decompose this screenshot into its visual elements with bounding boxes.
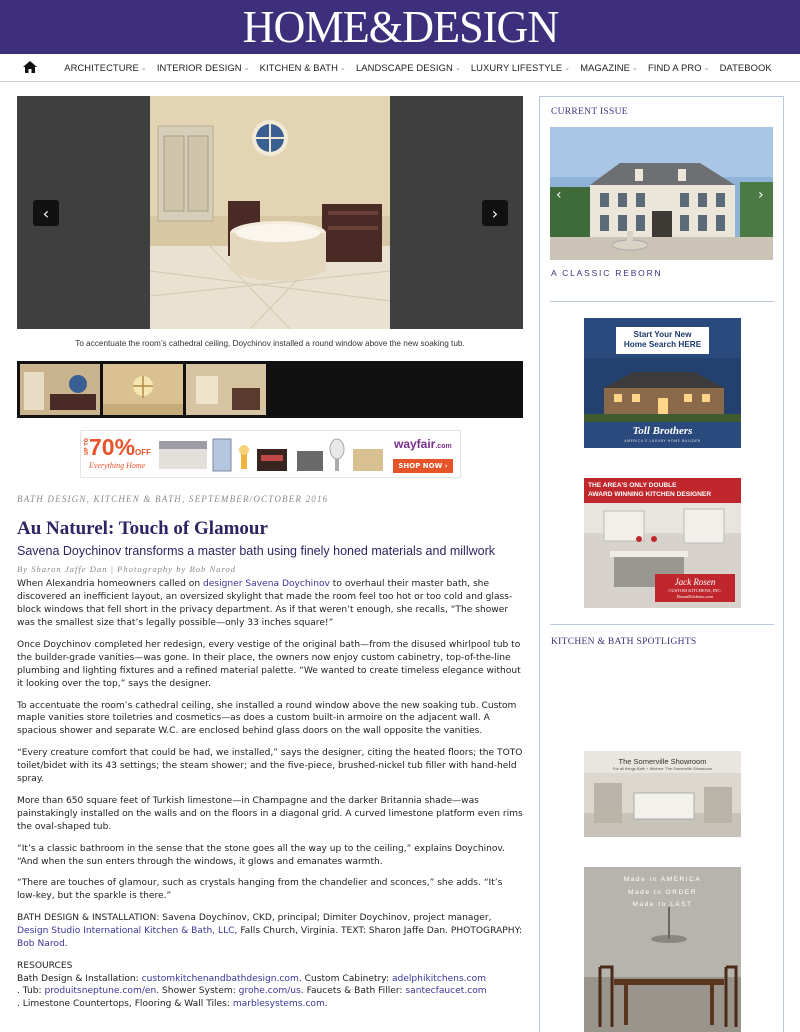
resource-link[interactable]: marblesystems.com bbox=[232, 999, 325, 1010]
nav-magazine[interactable]: MAGAZINE ⌄ bbox=[580, 62, 638, 73]
chevron-down-icon: ⌄ bbox=[454, 64, 461, 72]
masthead bbox=[0, 0, 800, 54]
chevron-right-icon[interactable]: › bbox=[758, 187, 764, 203]
somerville-showroom-ad[interactable]: The Somerville Showroom For all things Bath + Kitchen: The Somerville Showroom bbox=[584, 751, 741, 837]
article-column bbox=[17, 96, 523, 1011]
chevron-down-icon: ⌄ bbox=[140, 64, 147, 72]
article-categories[interactable]: BATH DESIGN, KITCHEN & BATH, SEPTEMBER/OCTOBER 2016 bbox=[17, 494, 329, 504]
thumbnail-1[interactable] bbox=[20, 364, 100, 415]
ad-furniture-image bbox=[157, 435, 387, 475]
paragraph: “There are touches of glamour, such as crystals hanging from the chandelier and sconces,” she adds. “It’s low-key, but the sparkle is there.” bbox=[17, 878, 503, 902]
credits: BATH DESIGN & INSTALLATION: Savena Doychinov, CKD, principal; Dimiter Doychinov, project manager, Design Studio International Kitchen & Bath, LLC, Falls Church, Virginia. TEXT: Sharon Jaffe Dan. PHOTOGRAPHY: Bob Narod. bbox=[17, 913, 523, 950]
spotlights-title: KITCHEN & BATH SPOTLIGHTS bbox=[551, 637, 697, 647]
resource-link[interactable]: adelphikitchens.com bbox=[391, 973, 486, 984]
toll-brothers-logo: Toll Brothers bbox=[632, 425, 693, 437]
article-byline: By Sharon Jaffe Dan | Photography by Bob Narod bbox=[17, 564, 237, 575]
chevron-down-icon: ⌄ bbox=[243, 64, 250, 72]
chevron-down-icon: ⌄ bbox=[632, 64, 638, 72]
cover-story-title[interactable]: A CLASSIC REBORN bbox=[551, 268, 663, 278]
nav-architecture[interactable]: ARCHITECTURE ⌄ bbox=[64, 62, 147, 73]
wayfair-ad-banner[interactable]: UP TO 70%OFF Everything Home wayfair.com SHOP NOW › bbox=[80, 430, 461, 478]
nav-kitchen-bath[interactable]: KITCHEN & BATH ⌄ bbox=[259, 62, 346, 73]
paragraph: To accentuate the room’s cathedral ceiling, she installed a round window above the new soaking tub. Custom maple vanities store toiletries and cosmetics—as does a custom built-in armoire on the adjacent wall. A spacious shower and separate W.C. are enclosed behind glass doors on the wall opposite the vanities. bbox=[17, 700, 517, 737]
current-issue-title: CURRENT ISSUE bbox=[551, 107, 628, 117]
sidebar bbox=[539, 96, 784, 1032]
divider bbox=[550, 301, 774, 302]
chevron-left-icon[interactable]: ‹ bbox=[556, 187, 562, 203]
toll-brothers-ad[interactable]: Start Your New Home Search HERE Toll Brothers AMERICA'S LUXURY HOME BUILDER bbox=[584, 318, 741, 448]
nav-datebook[interactable]: DATEBOOK bbox=[719, 62, 772, 73]
article-headline: Au Naturel: Touch of Glamour bbox=[17, 518, 268, 539]
nav-find-a-pro[interactable]: FIND A PRO ⌄ bbox=[647, 62, 710, 73]
site-logo[interactable]: HOME&DESIGN bbox=[242, 1, 558, 52]
chevron-right-icon: › bbox=[491, 203, 499, 223]
photographer-link[interactable]: Bob Narod bbox=[17, 939, 65, 950]
paragraph: When Alexandria homeowners called on designer Savena Doychinov to overhaul their master bath, she discovered an inefficient layout, an oversized skylight that made the room feel too hot or too cold and glass-block windows that fell short in the privacy department. As if that weren’t enough, she recalls, “The shower was the smallest size that’s legally possible—only 33 inches square!” bbox=[17, 579, 513, 628]
designer-link[interactable]: designer Savena Doychinov bbox=[203, 579, 330, 590]
chevron-down-icon: ⌄ bbox=[339, 64, 346, 72]
article-dek: Savena Doychinov transforms a master bath using finely honed materials and millwork bbox=[17, 544, 496, 558]
jack-rosen-ad[interactable]: THE AREA'S ONLY DOUBLE AWARD WINNING KITCHEN DESIGNER Jack Rosen CUSTOM KITCHENS, INC. RosenKitchens.com bbox=[584, 478, 741, 608]
paragraph: “It’s a classic bathroom in the sense that the stone goes all the way up to the ceiling,” explains Doychinov. “And when the sun enters through the windows, it glows and emanates warmth. bbox=[17, 843, 505, 867]
slider-prev-button[interactable] bbox=[33, 200, 59, 226]
paragraph: Once Doychinov completed her redesign, every vestige of the original bath—from the disused whirlpool tub to the builder-grade vanities—was gone. In their place, the owners now enjoy custom cabinetry, top-of-the-line plumbing and lighting fixtures and a refined material palette. “We wanted to create timeless elegance without it looking over the top,” says the designer. bbox=[17, 639, 521, 689]
shop-now-button[interactable]: SHOP NOW › bbox=[393, 459, 453, 473]
slide-image bbox=[150, 96, 390, 329]
slider-thumbnails bbox=[17, 361, 523, 418]
resource-link[interactable]: grohe.com/us bbox=[238, 986, 301, 997]
slider-next-button[interactable] bbox=[482, 200, 508, 226]
nav-interior-design[interactable]: INTERIOR DESIGN ⌄ bbox=[156, 62, 250, 73]
main-nav bbox=[0, 54, 800, 82]
slide-caption: To accentuate the room’s cathedral ceiling, Doychinov installed a round window above the new soaking tub. bbox=[75, 339, 465, 348]
chevron-down-icon: ⌄ bbox=[564, 64, 571, 72]
nav-landscape-design[interactable]: LANDSCAPE DESIGN ⌄ bbox=[355, 62, 461, 73]
home-icon[interactable] bbox=[23, 61, 45, 75]
chevron-left-icon: ‹ bbox=[42, 203, 50, 223]
resources-title: RESOURCES bbox=[17, 961, 73, 971]
resource-link[interactable]: produitsneptune.com/en bbox=[44, 986, 157, 997]
jack-rosen-logo: Jack Rosen CUSTOM KITCHENS, INC. RosenKitchens.com bbox=[655, 574, 735, 602]
current-issue-cover[interactable] bbox=[550, 127, 773, 260]
chevron-down-icon: ⌄ bbox=[703, 64, 710, 72]
paragraph: More than 650 square feet of Turkish limestone—in Champagne and the darker Britannia shade—was painstakingly installed on the walls and on the floors in a diagonal grid. A curved limestone platform even rims the oval-shaped tub. bbox=[17, 795, 523, 832]
design-studio-link[interactable]: Design Studio International Kitchen & Bath, LLC bbox=[17, 926, 235, 937]
wayfair-logo: wayfair.com bbox=[394, 437, 452, 451]
resource-link[interactable]: santecfaucet.com bbox=[405, 986, 487, 997]
article-body bbox=[17, 578, 523, 1011]
thumbnail-2[interactable] bbox=[103, 364, 183, 415]
thumbnail-3[interactable] bbox=[186, 364, 266, 415]
resource-link[interactable]: customkitchenandbathdesign.com bbox=[141, 973, 299, 984]
paragraph: “Every creature comfort that could be had, we installed,” says the designer, citing the heated floors; the TOTO toilet/bidet with its 43 settings; the steam shower; and the five-piece, brushed-nickel tub filler with hand-held spray. bbox=[17, 748, 523, 785]
divider bbox=[550, 624, 774, 625]
made-in-america-ad[interactable]: Made in AMERICA Made to ORDER Made to LAST bbox=[584, 867, 741, 1032]
nav-luxury-lifestyle[interactable]: LUXURY LIFESTYLE ⌄ bbox=[470, 62, 571, 73]
resources: RESOURCES Bath Design & Installation: customkitchenandbathdesign.com. Custom Cabinetry: adelphikitchens.com . Tub: produitsneptune.com/en. Shower System: grohe.com/us. Faucets & Bath Filler: santecfaucet.com . Limestone Countertops, Flooring & Wall Tiles: marblesystems.com. bbox=[17, 960, 523, 1011]
photo-slider bbox=[17, 96, 523, 329]
ad-discount: 70%OFF bbox=[89, 434, 152, 460]
